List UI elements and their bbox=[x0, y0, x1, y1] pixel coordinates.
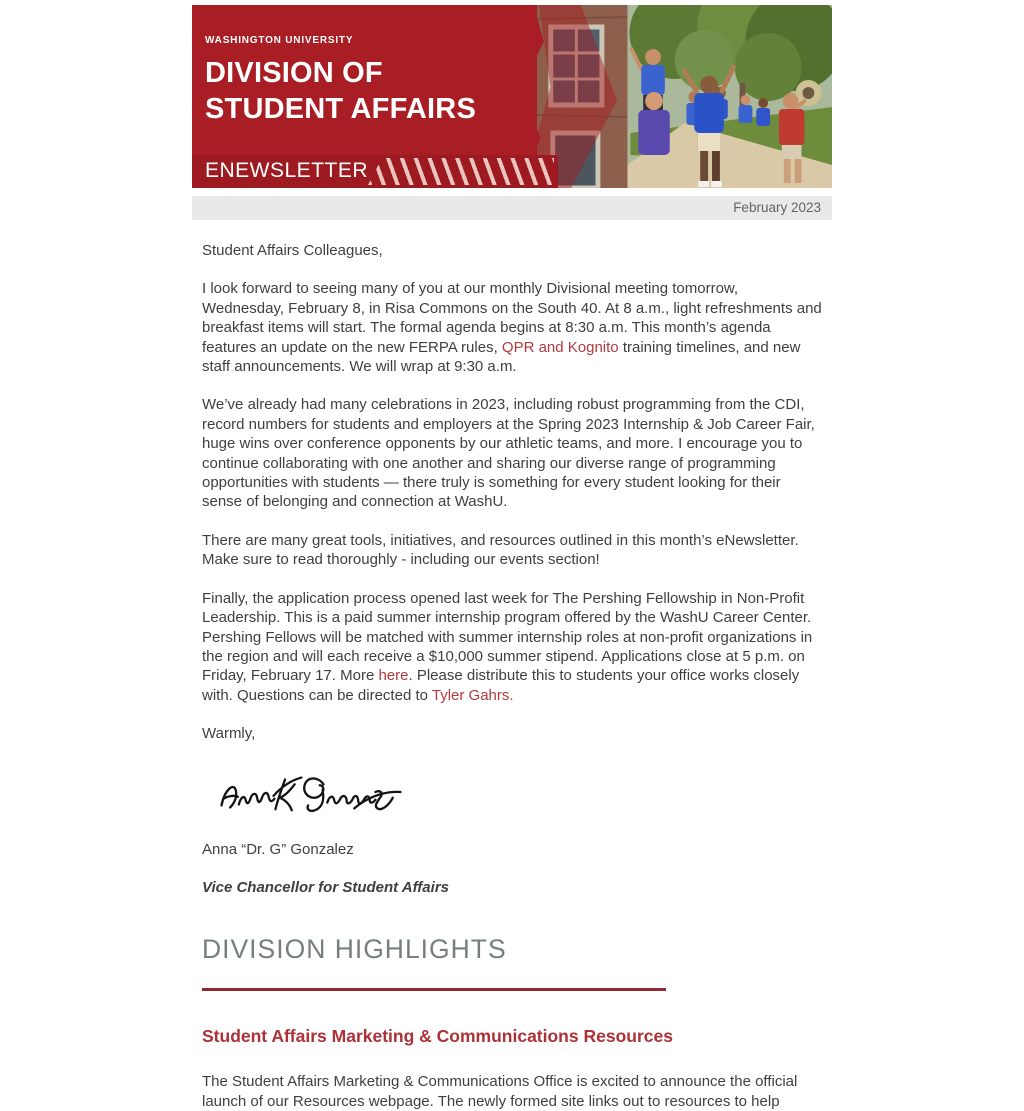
banner-title-line2: STUDENT AFFAIRS bbox=[205, 93, 476, 125]
paragraph-meeting bbox=[202, 279, 822, 376]
signature-name: Anna “Dr. G” Gonzalez bbox=[202, 840, 354, 858]
banner-subtitle: ENEWSLETTER bbox=[205, 159, 369, 182]
salutation: Student Affairs Colleagues, bbox=[202, 242, 383, 259]
paragraph-tools: There are many great tools, initiatives, and resources outlined in this month’s eNewsletter. Make sure to read thoroughly - including our events section! bbox=[202, 531, 799, 569]
banner-title-line1: DIVISION OF bbox=[205, 57, 383, 89]
school-name: WASHINGTON UNIVERSITY bbox=[205, 35, 354, 46]
qpr-kognito-link[interactable]: QPR and Kognito bbox=[501, 338, 619, 356]
header-banner bbox=[192, 5, 832, 188]
more-here-link[interactable]: here bbox=[378, 667, 409, 685]
newsletter-page bbox=[192, 0, 832, 1111]
issue-date: February 2023 bbox=[733, 200, 821, 215]
paragraph-text: I look forward to seeing many of you at our monthly Divisional meeting tomorrow, Wednesday, February 8, in Risa Commons on the South 40. At 8 a.m., light refreshments and breakfast items will start. The formal agenda begins at 8:30 a.m. This month’s agenda features an update on the new FERPA rules, bbox=[202, 280, 822, 356]
signature-title: Vice Chancellor for Student Affairs bbox=[202, 878, 449, 896]
letter-body bbox=[192, 241, 832, 897]
paragraph-pershing bbox=[202, 589, 822, 705]
tyler-gahrs-link[interactable]: Tyler Gahrs. bbox=[431, 686, 514, 704]
section-divider bbox=[202, 988, 666, 991]
banner-text bbox=[205, 35, 476, 127]
paragraph-text: training timelines, and new staff announcements. We will wrap at 9:30 a.m. bbox=[202, 338, 801, 376]
closing: Warmly, bbox=[202, 725, 256, 743]
diagonal-stripes-decoration bbox=[368, 158, 554, 185]
division-highlights-section bbox=[192, 934, 832, 1111]
article-paragraph: The Student Affairs Marketing & Communications Office is excited to announce the official launch of our Resources webpage. The newly formed site links out to resources to help bbox=[202, 1073, 798, 1110]
date-bar bbox=[192, 196, 832, 220]
signature-image bbox=[210, 763, 412, 821]
paragraph-text: Finally, the application process opened last week for The Pershing Fellowship in Non-Profit Leadership. This is a paid summer internship program offered by the WashU Career Center. Pershing Fellows will be matched with summer internship roles at non-profit organizations in the region and will each receive a $10,000 summer stipend. Applications close at 5 p.m. on Friday, February 17. More bbox=[202, 589, 813, 685]
section-title: DIVISION HIGHLIGHTS bbox=[202, 934, 507, 965]
paragraph-text: . Please distribute this to students your office works closely with. Questions can be directed to bbox=[202, 667, 800, 704]
paragraph-celebrations: We’ve already had many celebrations in 2023, including robust programming from the CDI, record numbers for students and employers at the Spring 2023 Internship & Job Career Fair, huge wins over conference opponents by our athletic teams, and more. I encourage you to continue collaborating with one another and sharing our diverse range of programming opportunities with students — there truly is something for every student looking for their sense of belonging and connection at WashU. bbox=[202, 396, 815, 511]
article-title[interactable]: Student Affairs Marketing & Communications Resources bbox=[202, 1026, 673, 1047]
